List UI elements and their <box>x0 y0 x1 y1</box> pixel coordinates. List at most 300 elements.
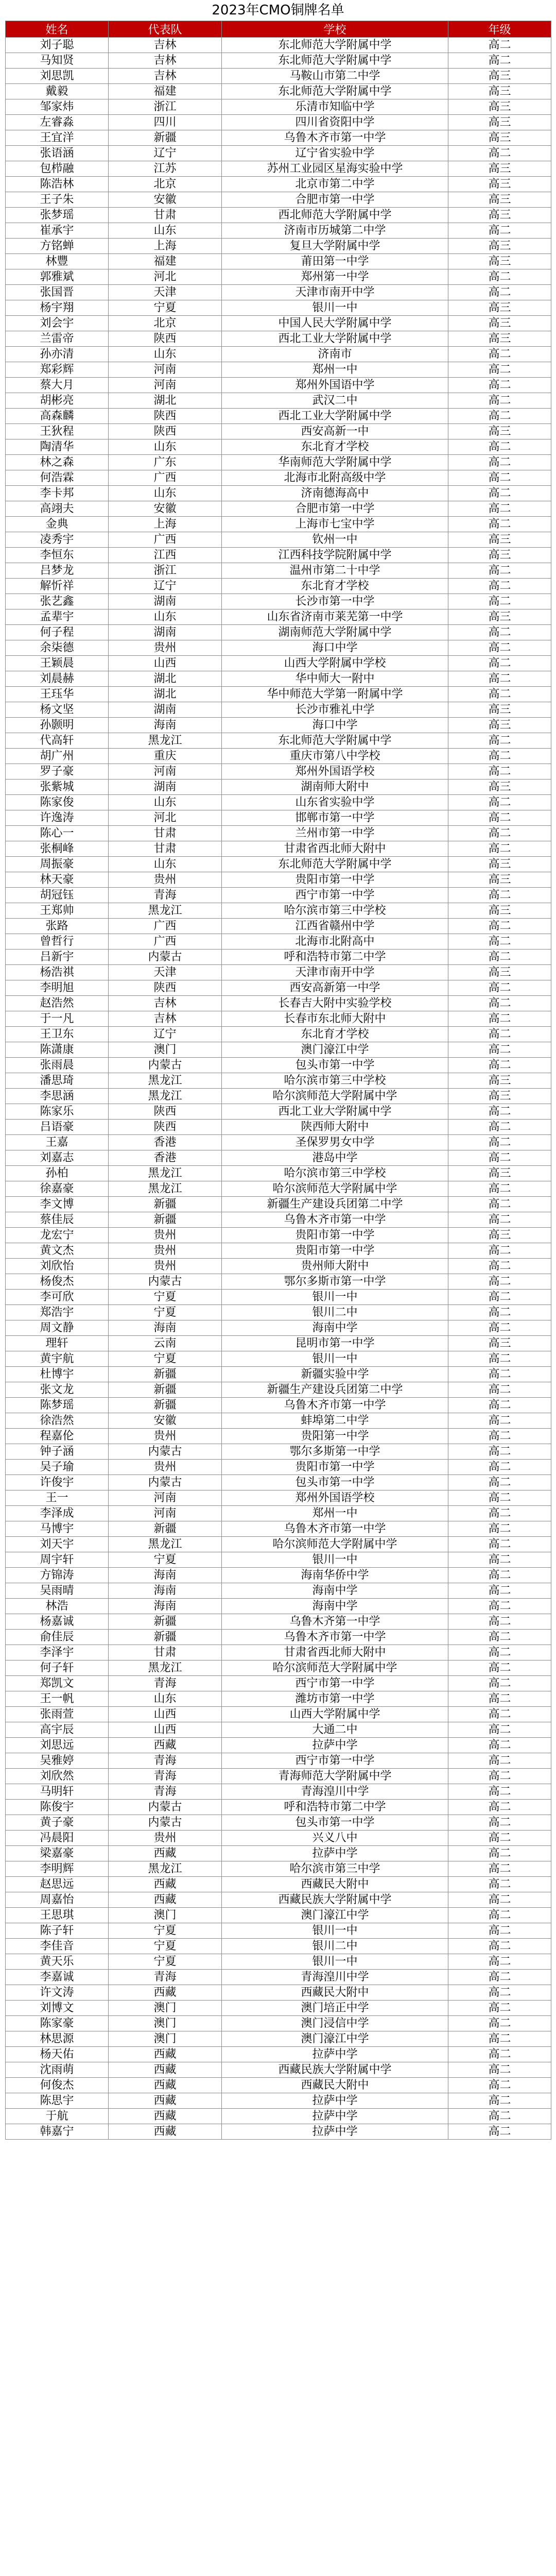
table-row <box>6 115 551 130</box>
cell-school: 包头市第一中学 <box>222 1058 448 1073</box>
table-row <box>6 779 551 795</box>
cell-team: 贵州 <box>109 1429 222 1444</box>
cell-team: 浙江 <box>109 563 222 579</box>
cell-team: 湖南 <box>109 779 222 795</box>
cell-grade: 高二 <box>448 1382 551 1398</box>
table-row <box>6 1243 551 1259</box>
cell-name: 程嘉伦 <box>6 1429 109 1444</box>
table-row <box>6 872 551 888</box>
cell-name: 刘欣然 <box>6 1769 109 1784</box>
cell-grade: 高二 <box>448 579 551 594</box>
cell-team: 黑龙江 <box>109 1537 222 1552</box>
cell-team: 海南 <box>109 718 222 733</box>
cell-school: 青海师范大学附属中学 <box>222 1769 448 1784</box>
cell-team: 云南 <box>109 1336 222 1351</box>
cell-name: 曾哲行 <box>6 934 109 950</box>
cell-name: 陈心一 <box>6 826 109 841</box>
table-row <box>6 1784 551 1800</box>
table-row <box>6 826 551 841</box>
cell-team: 甘肃 <box>109 208 222 223</box>
cell-school: 兴义八中 <box>222 1831 448 1846</box>
cell-school: 山西大学附属中学校 <box>222 656 448 671</box>
table-row <box>6 733 551 749</box>
cell-school: 郑州一中 <box>222 362 448 378</box>
cell-team: 河南 <box>109 1490 222 1506</box>
table-row <box>6 1027 551 1042</box>
cell-name: 陈思宇 <box>6 2093 109 2109</box>
table-row <box>6 517 551 532</box>
cell-name: 李泽宇 <box>6 1645 109 1660</box>
cell-team: 湖南 <box>109 702 222 718</box>
table-row <box>6 1769 551 1784</box>
table-row <box>6 1367 551 1382</box>
cell-grade: 高三 <box>448 1228 551 1243</box>
cell-name: 孟辈宇 <box>6 609 109 625</box>
table-row <box>6 1537 551 1552</box>
table-body <box>6 38 551 2140</box>
cell-grade: 高二 <box>448 1846 551 1861</box>
cell-grade: 高二 <box>448 919 551 934</box>
cell-name: 陈俊宇 <box>6 1800 109 1815</box>
cell-school: 重庆市第八中学校 <box>222 749 448 764</box>
cell-team: 内蒙古 <box>109 1815 222 1831</box>
cell-name: 胡广州 <box>6 749 109 764</box>
cell-team: 广西 <box>109 934 222 950</box>
table-row <box>6 1614 551 1630</box>
cell-team: 内蒙古 <box>109 950 222 965</box>
cell-team: 湖南 <box>109 625 222 640</box>
cell-name: 马博宇 <box>6 1521 109 1537</box>
table-row <box>6 1630 551 1645</box>
cell-school: 邯郸市第一中学 <box>222 810 448 826</box>
table-row <box>6 1800 551 1815</box>
table-row <box>6 146 551 161</box>
cell-team: 青海 <box>109 1970 222 1985</box>
table-row <box>6 439 551 455</box>
cell-school: 鄂尔多斯第一中学 <box>222 1444 448 1460</box>
cell-name: 左睿淼 <box>6 115 109 130</box>
cell-grade: 高二 <box>448 1599 551 1614</box>
cell-team: 福建 <box>109 84 222 99</box>
cell-school: 长春市东北师大附中 <box>222 1011 448 1027</box>
cell-grade: 高二 <box>448 1490 551 1506</box>
cell-name: 钟子涵 <box>6 1444 109 1460</box>
cell-school: 武汉二中 <box>222 393 448 409</box>
cell-team: 陕西 <box>109 1120 222 1135</box>
table-row <box>6 548 551 563</box>
cell-name: 代高轩 <box>6 733 109 749</box>
cell-team: 山东 <box>109 223 222 239</box>
cell-grade: 高二 <box>448 1027 551 1042</box>
header-team: 代表队 <box>109 21 222 38</box>
cell-name: 郭雅斌 <box>6 269 109 285</box>
cell-grade: 高二 <box>448 1444 551 1460</box>
cell-team: 新疆 <box>109 1212 222 1228</box>
cell-grade: 高二 <box>448 1552 551 1568</box>
cell-school: 银川一中 <box>222 1351 448 1367</box>
cell-grade: 高三 <box>448 548 551 563</box>
table-row <box>6 1599 551 1614</box>
cell-team: 山东 <box>109 347 222 362</box>
cell-school: 海南中学 <box>222 1320 448 1336</box>
cell-name: 刘嘉志 <box>6 1150 109 1166</box>
table-row <box>6 2078 551 2093</box>
cell-grade: 高二 <box>448 1212 551 1228</box>
table-row <box>6 177 551 192</box>
cell-name: 吕梦龙 <box>6 563 109 579</box>
table-row <box>6 579 551 594</box>
cell-school: 贵阳市第一中学 <box>222 1228 448 1243</box>
cell-name: 戴毅 <box>6 84 109 99</box>
cell-team: 安徽 <box>109 192 222 208</box>
cell-name: 杨天佑 <box>6 2047 109 2062</box>
cell-team: 重庆 <box>109 749 222 764</box>
cell-name: 王嘉 <box>6 1135 109 1150</box>
cell-grade: 高二 <box>448 347 551 362</box>
cell-name: 刘思远 <box>6 1738 109 1753</box>
cell-grade: 高二 <box>448 1892 551 1908</box>
cell-name: 刘欣怡 <box>6 1259 109 1274</box>
cell-grade: 高二 <box>448 1815 551 1831</box>
cell-team: 西藏 <box>109 2078 222 2093</box>
table-row <box>6 285 551 300</box>
cell-name: 陈家俊 <box>6 795 109 810</box>
cell-name: 吴雅婷 <box>6 1753 109 1769</box>
cell-school: 新疆实验中学 <box>222 1367 448 1382</box>
table-row <box>6 1970 551 1985</box>
cell-team: 西藏 <box>109 1985 222 2001</box>
cell-name: 林思源 <box>6 2031 109 2047</box>
cell-team: 新疆 <box>109 1367 222 1382</box>
cell-team: 山东 <box>109 795 222 810</box>
table-row <box>6 1877 551 1892</box>
cell-school: 东北师范大学附属中学 <box>222 857 448 872</box>
cell-grade: 高二 <box>448 1784 551 1800</box>
cell-name: 王子朱 <box>6 192 109 208</box>
cell-team: 青海 <box>109 888 222 903</box>
cell-grade: 高二 <box>448 1413 551 1429</box>
cell-school: 钦州一中 <box>222 532 448 548</box>
table-row <box>6 2016 551 2031</box>
cell-name: 赵浩然 <box>6 996 109 1011</box>
cell-team: 贵州 <box>109 872 222 888</box>
cell-name: 李泽成 <box>6 1506 109 1521</box>
table-row <box>6 1166 551 1181</box>
cell-grade: 高二 <box>448 1537 551 1552</box>
cell-name: 刘思凯 <box>6 69 109 84</box>
cell-name: 张语涵 <box>6 146 109 161</box>
cell-school: 济南市 <box>222 347 448 362</box>
cell-grade: 高三 <box>448 702 551 718</box>
cell-team: 陕西 <box>109 331 222 347</box>
cell-grade: 高三 <box>448 84 551 99</box>
cell-team: 北京 <box>109 316 222 331</box>
cell-grade: 高二 <box>448 1568 551 1583</box>
cell-grade: 高二 <box>448 1908 551 1923</box>
cell-team: 湖北 <box>109 687 222 702</box>
cell-name: 俞佳辰 <box>6 1630 109 1645</box>
cell-team: 新疆 <box>109 1398 222 1413</box>
cell-name: 杨俊杰 <box>6 1274 109 1290</box>
cell-team: 贵州 <box>109 1460 222 1475</box>
cell-team: 宁夏 <box>109 1351 222 1367</box>
cell-grade: 高二 <box>448 455 551 470</box>
cell-school: 郑州一中 <box>222 1506 448 1521</box>
cell-grade: 高三 <box>448 130 551 146</box>
cell-name: 王思琪 <box>6 1908 109 1923</box>
cell-school: 潍坊市第一中学 <box>222 1691 448 1707</box>
cell-team: 宁夏 <box>109 1923 222 1939</box>
cell-grade: 高二 <box>448 1429 551 1444</box>
table-row <box>6 1676 551 1691</box>
cell-name: 周振豪 <box>6 857 109 872</box>
cell-team: 天津 <box>109 285 222 300</box>
cell-name: 郑彩辉 <box>6 362 109 378</box>
cell-school: 港岛中学 <box>222 1150 448 1166</box>
cell-name: 李嘉诚 <box>6 1970 109 1985</box>
cell-name: 王宜洋 <box>6 130 109 146</box>
table-row <box>6 718 551 733</box>
table-row <box>6 2109 551 2124</box>
cell-team: 山西 <box>109 1707 222 1722</box>
cell-grade: 高二 <box>448 517 551 532</box>
cell-grade: 高三 <box>448 532 551 548</box>
cell-team: 甘肃 <box>109 1645 222 1660</box>
cell-grade: 高二 <box>448 2062 551 2078</box>
table-row <box>6 130 551 146</box>
table-row <box>6 501 551 517</box>
cell-grade: 高二 <box>448 671 551 687</box>
cell-team: 内蒙古 <box>109 1274 222 1290</box>
cell-team: 山东 <box>109 439 222 455</box>
cell-team: 贵州 <box>109 1831 222 1846</box>
table-row <box>6 316 551 331</box>
cell-team: 江西 <box>109 548 222 563</box>
cell-team: 澳门 <box>109 1908 222 1923</box>
cell-team: 香港 <box>109 1150 222 1166</box>
cell-name: 许文涛 <box>6 1985 109 2001</box>
cell-grade: 高三 <box>448 99 551 115</box>
cell-grade: 高二 <box>448 1753 551 1769</box>
cell-team: 内蒙古 <box>109 1444 222 1460</box>
cell-school: 长沙市第一中学 <box>222 594 448 609</box>
cell-name: 徐浩然 <box>6 1413 109 1429</box>
cell-team: 澳门 <box>109 2031 222 2047</box>
table-row <box>6 841 551 857</box>
cell-school: 合肥市第一中学 <box>222 192 448 208</box>
cell-name: 张雨晨 <box>6 1058 109 1073</box>
cell-grade: 高二 <box>448 439 551 455</box>
cell-name: 陈家豪 <box>6 2016 109 2031</box>
cell-grade: 高二 <box>448 1181 551 1197</box>
table-row <box>6 563 551 579</box>
cell-school: 济南市历城第二中学 <box>222 223 448 239</box>
cell-school: 长沙市雅礼中学 <box>222 702 448 718</box>
cell-team: 内蒙古 <box>109 1800 222 1815</box>
cell-school: 西北工业大学附属中学 <box>222 409 448 424</box>
cell-name: 张文龙 <box>6 1382 109 1398</box>
cell-name: 李佳音 <box>6 1939 109 1954</box>
cell-name: 孙亦清 <box>6 347 109 362</box>
cell-school: 东北师范大学附属中学 <box>222 84 448 99</box>
cell-grade: 高二 <box>448 1877 551 1892</box>
cell-school: 银川一中 <box>222 1552 448 1568</box>
table-row <box>6 2031 551 2047</box>
cell-team: 海南 <box>109 1583 222 1599</box>
cell-school: 天津市南开中学 <box>222 285 448 300</box>
cell-school: 西宁市第一中学 <box>222 888 448 903</box>
table-row <box>6 1429 551 1444</box>
table-row <box>6 1939 551 1954</box>
cell-grade: 高二 <box>448 1831 551 1846</box>
cell-name: 罗子豪 <box>6 764 109 779</box>
table-row <box>6 888 551 903</box>
cell-name: 理轩 <box>6 1336 109 1351</box>
cell-team: 黑龙江 <box>109 1089 222 1104</box>
cell-team: 广西 <box>109 919 222 934</box>
table-row <box>6 1660 551 1676</box>
cell-school: 乌鲁木齐市第一中学 <box>222 1398 448 1413</box>
cell-school: 天津市南开中学 <box>222 965 448 980</box>
cell-name: 余柒德 <box>6 640 109 656</box>
cell-name: 王一帆 <box>6 1691 109 1707</box>
table-row <box>6 53 551 69</box>
cell-grade: 高二 <box>448 1954 551 1970</box>
cell-name: 蔡佳辰 <box>6 1212 109 1228</box>
table-row <box>6 347 551 362</box>
cell-school: 东北育才学校 <box>222 579 448 594</box>
cell-grade: 高三 <box>448 1073 551 1089</box>
table-row <box>6 300 551 316</box>
cell-grade: 高二 <box>448 53 551 69</box>
cell-school: 澳门培正中学 <box>222 2001 448 2016</box>
cell-grade: 高二 <box>448 810 551 826</box>
table-row <box>6 1831 551 1846</box>
cell-team: 海南 <box>109 1599 222 1614</box>
cell-school: 山东省实验中学 <box>222 795 448 810</box>
cell-name: 王狄程 <box>6 424 109 439</box>
cell-team: 福建 <box>109 254 222 269</box>
cell-grade: 高二 <box>448 1274 551 1290</box>
cell-name: 陈潇康 <box>6 1042 109 1058</box>
cell-school: 呼和浩特市第二中学 <box>222 1800 448 1815</box>
cell-name: 高翊夫 <box>6 501 109 517</box>
cell-team: 青海 <box>109 1769 222 1784</box>
cell-team: 广东 <box>109 455 222 470</box>
table-row <box>6 208 551 223</box>
cell-school: 长春吉大附中实验学校 <box>222 996 448 1011</box>
cell-school: 江西科技学院附属中学 <box>222 548 448 563</box>
cell-school: 济南德海高中 <box>222 486 448 501</box>
cell-team: 西藏 <box>109 2047 222 2062</box>
cell-school: 银川一中 <box>222 1290 448 1305</box>
cell-team: 贵州 <box>109 1259 222 1274</box>
cell-name: 何俊杰 <box>6 2078 109 2093</box>
cell-team: 贵州 <box>109 1243 222 1259</box>
cell-school: 东北育才学校 <box>222 1027 448 1042</box>
cell-school: 海口中学 <box>222 640 448 656</box>
cell-school: 海南中学 <box>222 1599 448 1614</box>
table-row <box>6 99 551 115</box>
cell-school: 哈尔滨市第三中学校 <box>222 903 448 919</box>
cell-grade: 高二 <box>448 2031 551 2047</box>
cell-school: 新疆生产建设兵团第二中学 <box>222 1197 448 1212</box>
cell-grade: 高二 <box>448 38 551 53</box>
table-row <box>6 1954 551 1970</box>
cell-name: 陶清华 <box>6 439 109 455</box>
table-row <box>6 1274 551 1290</box>
cell-school: 乌鲁木齐市第一中学 <box>222 130 448 146</box>
table-row <box>6 331 551 347</box>
cell-name: 孙柏 <box>6 1166 109 1181</box>
cell-grade: 高二 <box>448 950 551 965</box>
cell-grade: 高三 <box>448 192 551 208</box>
cell-team: 山东 <box>109 1691 222 1707</box>
cell-school: 海口中学 <box>222 718 448 733</box>
table-row <box>6 2062 551 2078</box>
cell-grade: 高二 <box>448 795 551 810</box>
cell-name: 于航 <box>6 2109 109 2124</box>
cell-name: 王卫东 <box>6 1027 109 1042</box>
table-row <box>6 609 551 625</box>
cell-grade: 高三 <box>448 1089 551 1104</box>
cell-name: 邹家炜 <box>6 99 109 115</box>
table-row <box>6 919 551 934</box>
cell-name: 潘思琦 <box>6 1073 109 1089</box>
cell-name: 于一凡 <box>6 1011 109 1027</box>
cell-team: 湖北 <box>109 393 222 409</box>
cell-school: 银川一中 <box>222 1954 448 1970</box>
cell-grade: 高二 <box>448 1475 551 1490</box>
cell-grade: 高三 <box>448 609 551 625</box>
cell-team: 黑龙江 <box>109 1181 222 1197</box>
cell-name: 赵思远 <box>6 1877 109 1892</box>
cell-team: 天津 <box>109 965 222 980</box>
cell-grade: 高二 <box>448 1506 551 1521</box>
cell-grade: 高三 <box>448 300 551 316</box>
cell-name: 张桐峰 <box>6 841 109 857</box>
cell-grade: 高二 <box>448 733 551 749</box>
cell-school: 大通二中 <box>222 1722 448 1738</box>
cell-team: 黑龙江 <box>109 733 222 749</box>
cell-team: 辽宁 <box>109 1027 222 1042</box>
table-row <box>6 1552 551 1568</box>
cell-grade: 高二 <box>448 1120 551 1135</box>
cell-team: 新疆 <box>109 1521 222 1537</box>
table-row <box>6 69 551 84</box>
cell-name: 韩嘉宁 <box>6 2124 109 2140</box>
cell-name: 林浩 <box>6 1599 109 1614</box>
cell-grade: 高二 <box>448 393 551 409</box>
cell-grade: 高二 <box>448 1861 551 1877</box>
table-row <box>6 393 551 409</box>
header-school: 学校 <box>222 21 448 38</box>
table-row <box>6 223 551 239</box>
cell-school: 拉萨中学 <box>222 1738 448 1753</box>
cell-name: 李明旭 <box>6 980 109 996</box>
cell-team: 青海 <box>109 1784 222 1800</box>
cell-grade: 高二 <box>448 486 551 501</box>
cell-school: 银川二中 <box>222 1939 448 1954</box>
table-row <box>6 656 551 671</box>
cell-name: 杨嘉诚 <box>6 1614 109 1630</box>
cell-school: 哈尔滨市第三中学校 <box>222 1073 448 1089</box>
table-row <box>6 1228 551 1243</box>
cell-grade: 高二 <box>448 1197 551 1212</box>
cell-school: 复旦大学附属中学 <box>222 239 448 254</box>
cell-school: 呼和浩特市第二中学 <box>222 950 448 965</box>
table-row <box>6 2047 551 2062</box>
